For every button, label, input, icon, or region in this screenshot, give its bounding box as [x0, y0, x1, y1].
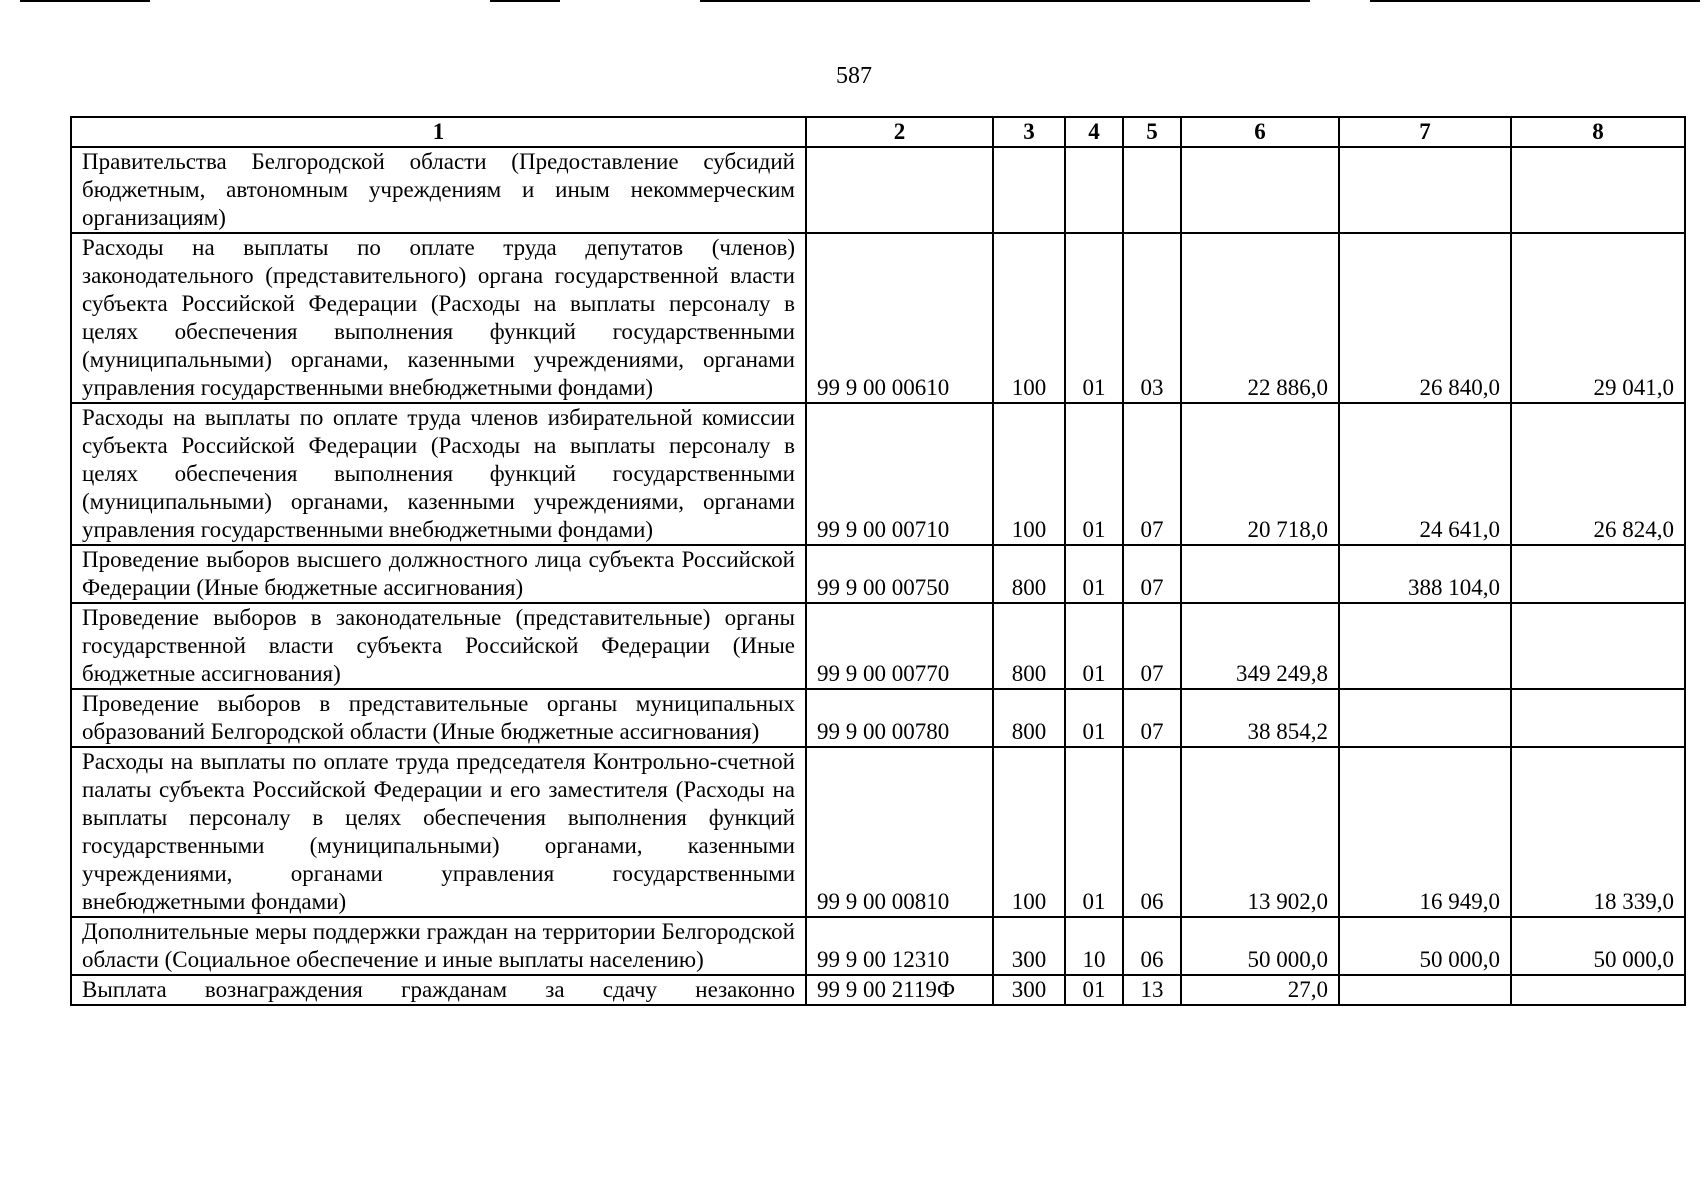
- subsection: 06: [1123, 917, 1181, 975]
- amount-col-6: 50 000,0: [1181, 917, 1339, 975]
- subsection: 07: [1123, 403, 1181, 545]
- amount-col-8: [1511, 975, 1685, 1005]
- subsection: 13: [1123, 975, 1181, 1005]
- row-description: Выплата вознаграждения гражданам за сдачу незаконно: [71, 975, 806, 1005]
- scan-edge-line: [490, 0, 560, 2]
- section: 01: [1065, 545, 1123, 603]
- amount-col-8: [1511, 689, 1685, 747]
- subsection: 07: [1123, 603, 1181, 689]
- budget-code: 99 9 00 00810: [806, 747, 993, 917]
- expense-type: 300: [993, 917, 1065, 975]
- section: 01: [1065, 747, 1123, 917]
- page-number: 587: [836, 63, 872, 89]
- budget-code: 99 9 00 00610: [806, 233, 993, 403]
- table-row: [71, 689, 1685, 747]
- section: 01: [1065, 403, 1123, 545]
- amount-col-8: 26 824,0: [1511, 403, 1685, 545]
- amount-col-7: 388 104,0: [1339, 545, 1511, 603]
- column-header: 2: [806, 117, 993, 147]
- expense-type: 100: [993, 403, 1065, 545]
- amount-col-7: 16 949,0: [1339, 747, 1511, 917]
- expense-type: 800: [993, 689, 1065, 747]
- amount-col-6: [1181, 147, 1339, 233]
- column-header: 5: [1123, 117, 1181, 147]
- subsection: [1123, 147, 1181, 233]
- table-row: [71, 747, 1685, 917]
- row-description: Проведение выборов в законодательные (представительные) органы государственной власти субъекта Российской Федерации (Иные бюджетные ассигнования): [71, 603, 806, 689]
- amount-col-6: 20 718,0: [1181, 403, 1339, 545]
- table-row: [71, 147, 1685, 233]
- amount-col-7: 50 000,0: [1339, 917, 1511, 975]
- amount-col-7: [1339, 975, 1511, 1005]
- section: 01: [1065, 603, 1123, 689]
- expense-type: 100: [993, 233, 1065, 403]
- expense-type: 100: [993, 747, 1065, 917]
- budget-code: [806, 147, 993, 233]
- scan-edge-line: [700, 0, 1310, 2]
- amount-col-6: 38 854,2: [1181, 689, 1339, 747]
- section: 01: [1065, 233, 1123, 403]
- scan-edge-line: [20, 0, 150, 2]
- budget-code: 99 9 00 12310: [806, 917, 993, 975]
- row-description: Расходы на выплаты по оплате труда депутатов (членов) законодательного (представительного) органа государственной власти субъекта Российской Федерации (Расходы на выплаты персоналу в целях обеспечения выполнения функций государственными (муниципальными) органами, казенными учреждениями, органами управления государственными внебюджетными фондами): [71, 233, 806, 403]
- row-description: Расходы на выплаты по оплате труда членов избирательной комиссии субъекта Российской Федерации (Расходы на выплаты персоналу в целях обеспечения выполнения функций государственными (муниципальными) органами, казенными учреждениями, органами управления государственными внебюджетными фондами): [71, 403, 806, 545]
- subsection: 07: [1123, 689, 1181, 747]
- section: 01: [1065, 689, 1123, 747]
- row-description: Проведение выборов в представительные органы муниципальных образований Белгородской области (Иные бюджетные ассигнования): [71, 689, 806, 747]
- row-description: Дополнительные меры поддержки граждан на территории Белгородской области (Социальное обеспечение и иные выплаты населению): [71, 917, 806, 975]
- table-row: [71, 233, 1685, 403]
- column-header: 1: [71, 117, 806, 147]
- header-row: [71, 117, 1685, 147]
- row-description: Правительства Белгородской области (Предоставление субсидий бюджетным, автономным учреждениям и иным некоммерческим организациям): [71, 147, 806, 233]
- budget-code: 99 9 00 2119Ф: [806, 975, 993, 1005]
- budget-code: 99 9 00 00750: [806, 545, 993, 603]
- budget-table: [70, 116, 1686, 1006]
- scan-edge-line: [1370, 0, 1700, 2]
- subsection: 03: [1123, 233, 1181, 403]
- budget-code: 99 9 00 00780: [806, 689, 993, 747]
- table-row: [71, 603, 1685, 689]
- table-row: [71, 403, 1685, 545]
- amount-col-6: 22 886,0: [1181, 233, 1339, 403]
- amount-col-7: [1339, 689, 1511, 747]
- column-header: 3: [993, 117, 1065, 147]
- expense-type: 800: [993, 603, 1065, 689]
- amount-col-8: [1511, 545, 1685, 603]
- amount-col-8: 18 339,0: [1511, 747, 1685, 917]
- amount-col-8: [1511, 603, 1685, 689]
- section: 01: [1065, 975, 1123, 1005]
- row-description: Расходы на выплаты по оплате труда председателя Контрольно-счетной палаты субъекта Российской Федерации и его заместителя (Расходы на выплаты персоналу в целях обеспечения выполнения функций государственными (муниципальными) органами, казенными учреждениями, органами управления государственными внебюджетными фондами): [71, 747, 806, 917]
- column-header: 6: [1181, 117, 1339, 147]
- amount-col-8: [1511, 147, 1685, 233]
- expense-type: [993, 147, 1065, 233]
- amount-col-8: 29 041,0: [1511, 233, 1685, 403]
- amount-col-6: 349 249,8: [1181, 603, 1339, 689]
- column-header: 8: [1511, 117, 1685, 147]
- budget-code: 99 9 00 00770: [806, 603, 993, 689]
- amount-col-7: 26 840,0: [1339, 233, 1511, 403]
- column-header: 4: [1065, 117, 1123, 147]
- amount-col-6: 27,0: [1181, 975, 1339, 1005]
- amount-col-7: [1339, 603, 1511, 689]
- subsection: 06: [1123, 747, 1181, 917]
- section: 10: [1065, 917, 1123, 975]
- expense-type: 300: [993, 975, 1065, 1005]
- subsection: 07: [1123, 545, 1181, 603]
- row-description: Проведение выборов высшего должностного лица субъекта Российской Федерации (Иные бюджетные ассигнования): [71, 545, 806, 603]
- amount-col-8: 50 000,0: [1511, 917, 1685, 975]
- section: [1065, 147, 1123, 233]
- expense-type: 800: [993, 545, 1065, 603]
- amount-col-7: 24 641,0: [1339, 403, 1511, 545]
- table-row: [71, 975, 1685, 1005]
- column-header: 7: [1339, 117, 1511, 147]
- table-row: [71, 917, 1685, 975]
- amount-col-6: 13 902,0: [1181, 747, 1339, 917]
- table-row: [71, 545, 1685, 603]
- amount-col-6: [1181, 545, 1339, 603]
- amount-col-7: [1339, 147, 1511, 233]
- budget-code: 99 9 00 00710: [806, 403, 993, 545]
